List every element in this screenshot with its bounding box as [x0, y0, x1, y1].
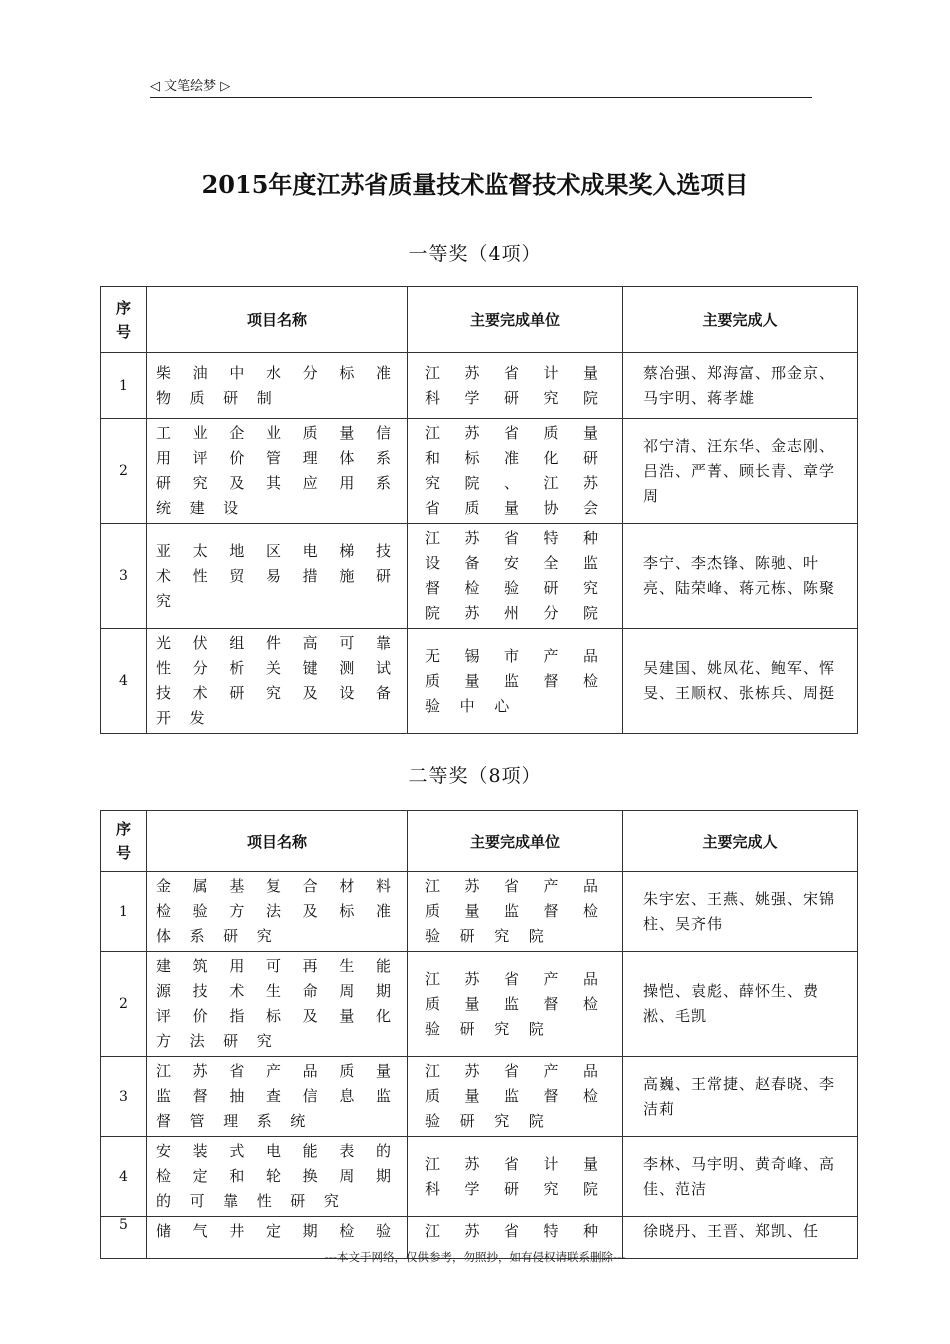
people-cell: 吴建国、姚凤花、鲍军、恽旻、王顺权、张栋兵、周挺: [623, 629, 858, 734]
project-name-line: 性分析关键测试: [156, 659, 391, 677]
unit-line: 江苏省产品: [425, 877, 598, 895]
unit-line: 和标准化研: [425, 449, 598, 467]
header-brand-text: 文笔绘梦: [164, 79, 217, 94]
project-name-line: 建筑用可再生能: [156, 957, 391, 975]
unit-line: 江苏省特种: [425, 529, 598, 547]
people-cell: 李宁、李杰锋、陈驰、叶亮、陆荣峰、蒋元栋、陈聚: [623, 524, 858, 629]
project-name-line: 开 发: [156, 709, 205, 727]
people-cell: 李林、马宇明、黄奇峰、高佳、范洁: [623, 1137, 858, 1217]
row-index: 4: [101, 1137, 147, 1217]
table-row: [101, 1057, 858, 1137]
project-name-cell: [147, 629, 408, 734]
row-index: 1: [101, 353, 147, 419]
project-name-line: 评价指标及量化: [156, 1007, 391, 1025]
table-header-row: [101, 287, 858, 353]
people-cell: 蔡冶强、郑海富、邢金京、马宇明、蒋孝雄: [623, 353, 858, 419]
unit-line: 督检验研究: [425, 579, 598, 597]
project-name-cell: [147, 419, 408, 524]
table-row: [101, 419, 858, 524]
unit-line: 质量监督检: [425, 671, 598, 690]
project-name-cell: [147, 872, 408, 952]
project-name-line: 术性贸易措施研: [156, 566, 391, 585]
project-name-line: 检验方法及标准: [156, 902, 391, 920]
header-people: 主要完成人: [623, 811, 858, 872]
table-header-row: [101, 811, 858, 872]
project-name-line: 柴油中水分标准: [156, 363, 391, 382]
header-seq: 序 号: [101, 811, 147, 872]
row-index: 4: [101, 629, 147, 734]
unit-line: 省质量协会: [425, 499, 598, 517]
project-name-line: 光伏组件高可靠: [156, 634, 391, 652]
project-name-line: 安装式电能表的: [156, 1142, 391, 1160]
people-cell: 朱宇宏、王燕、姚强、宋锦柱、吴齐伟: [623, 872, 858, 952]
unit-line: 质量监督检: [425, 994, 598, 1013]
unit-line: 科学研究院: [425, 388, 598, 407]
table-row: [101, 1137, 858, 1217]
table-row: [101, 353, 858, 419]
unit-cell: [408, 1057, 623, 1137]
unit-cell: [408, 353, 623, 419]
unit-line: 江苏省质量: [425, 424, 598, 442]
project-name-line: 物 质 研 制: [156, 388, 272, 407]
people-cell: 操恺、袁彪、薛怀生、费淞、毛凯: [623, 952, 858, 1057]
project-name-cell: [147, 1057, 408, 1137]
people-cell: 徐晓丹、王晋、郑凯、任: [623, 1217, 858, 1259]
row-index: 5: [101, 1217, 147, 1259]
first-prize-table: [100, 286, 858, 734]
project-name-line: 监督抽查信息监: [156, 1087, 391, 1105]
project-name-line: 源技术生命周期: [156, 982, 391, 1000]
people-cell: 高巍、王常捷、赵春晓、李洁莉: [623, 1057, 858, 1137]
row-index: 3: [101, 524, 147, 629]
project-name-cell: [147, 524, 408, 629]
header-unit: 主要完成单位: [408, 811, 623, 872]
footer-disclaimer: ---本文于网络，仅供参考，勿照抄，如有侵权请联系删除---: [324, 1250, 626, 1264]
header-project-name: 项目名称: [147, 287, 408, 353]
unit-cell: [408, 952, 623, 1057]
row-index: 2: [101, 419, 147, 524]
header-brand: [150, 75, 230, 94]
row-index: 2: [101, 952, 147, 1057]
right-triangle-icon: ▷: [220, 79, 231, 94]
unit-line: 设备安全监: [425, 554, 598, 572]
project-name-line: 体 系 研 究: [156, 927, 272, 945]
unit-line: 验 研 究 院: [425, 1112, 544, 1130]
unit-cell: [408, 872, 623, 952]
project-name-line: 金属基复合材料: [156, 877, 391, 895]
left-triangle-icon: ◁: [150, 79, 160, 94]
row-index: 1: [101, 872, 147, 952]
unit-line: 科学研究院: [425, 1179, 598, 1198]
unit-cell: [408, 629, 623, 734]
project-name-line: 的 可 靠 性 研 究: [156, 1192, 339, 1210]
unit-line: 江苏省计量: [425, 1154, 598, 1173]
document-title: 2015年度江苏省质量技术监督技术成果奖入选项目: [201, 170, 749, 199]
unit-line: 验 中 心: [425, 696, 510, 715]
unit-line: 江苏省特种: [425, 1222, 598, 1240]
project-name-line: 究: [156, 591, 172, 610]
project-name-line: 研究及其应用系: [156, 474, 391, 492]
header-seq: 序 号: [101, 287, 147, 353]
project-name-line: 技术研究及设备: [156, 684, 391, 702]
unit-cell: [408, 419, 623, 524]
project-name-line: 江苏省产品质量: [156, 1062, 391, 1080]
project-name-cell: [147, 1137, 408, 1217]
people-cell: 祁宁清、汪东华、金志刚、吕浩、严菁、顾长青、章学周: [623, 419, 858, 524]
second-prize-table: [100, 810, 858, 1259]
row-index: 3: [101, 1057, 147, 1137]
unit-line: 江苏省产品: [425, 1062, 598, 1080]
project-name-cell: [147, 353, 408, 419]
unit-line: 质量监督检: [425, 902, 598, 920]
table-row: [101, 952, 858, 1057]
unit-line: 质量监督检: [425, 1087, 598, 1105]
project-name-line: 方 法 研 究: [156, 1032, 272, 1050]
header-people: 主要完成人: [623, 287, 858, 353]
table-row: [101, 524, 858, 629]
project-name-cell: [147, 952, 408, 1057]
table-row: [101, 629, 858, 734]
header-project-name: 项目名称: [147, 811, 408, 872]
page-header: [150, 74, 812, 98]
unit-line: 院苏州分院: [425, 604, 598, 622]
project-name-line: 统 建 设: [156, 499, 239, 517]
project-name-line: 检定和轮换周期: [156, 1167, 391, 1185]
project-name-line: 储气井定期检验: [156, 1222, 391, 1240]
header-unit: 主要完成单位: [408, 287, 623, 353]
project-name-line: 工业企业质量信: [156, 424, 391, 442]
unit-line: 无锡市产品: [425, 646, 598, 665]
unit-cell: [408, 524, 623, 629]
section-title-second-prize: 二等奖（8项）: [408, 765, 542, 787]
project-name-line: 督 管 理 系 统: [156, 1112, 306, 1130]
unit-line: 验 研 究 院: [425, 927, 544, 945]
table-row: [101, 872, 858, 952]
unit-line: 江苏省产品: [425, 969, 598, 988]
unit-line: 江苏省计量: [425, 363, 598, 382]
section-title-first-prize: 一等奖（4项）: [408, 243, 542, 265]
unit-cell: [408, 1137, 623, 1217]
project-name-line: 亚太地区电梯技: [156, 541, 391, 560]
unit-line: 究院、江苏: [425, 474, 598, 492]
unit-line: 验 研 究 院: [425, 1019, 544, 1038]
project-name-line: 用评价管理体系: [156, 449, 391, 467]
